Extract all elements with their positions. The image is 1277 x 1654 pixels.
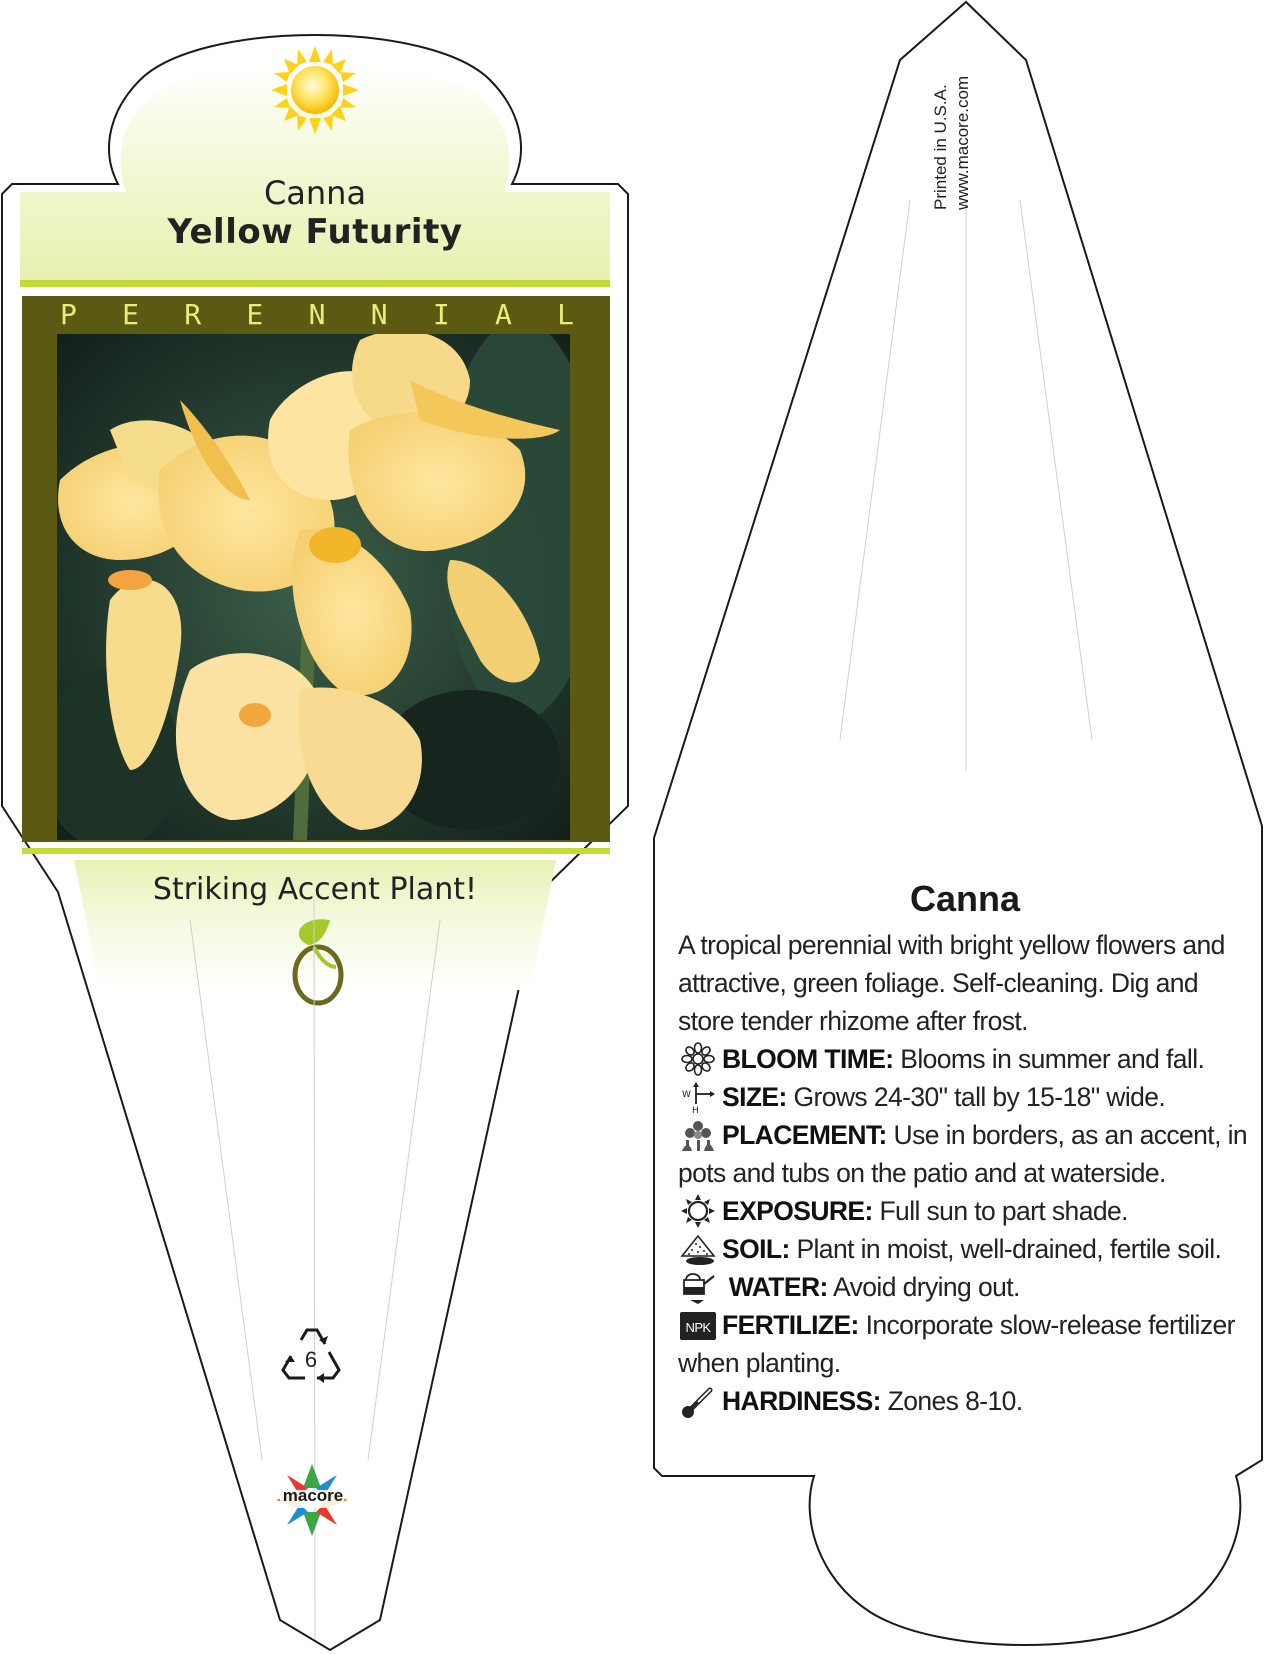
attribute-label: BLOOM TIME: bbox=[722, 1044, 894, 1074]
website-line: www.macore.com bbox=[953, 75, 972, 210]
attribute-water bbox=[678, 1268, 1248, 1306]
npk-icon bbox=[678, 1308, 718, 1342]
attribute-text: Grows 24-30" tall by 15-18" wide. bbox=[793, 1082, 1166, 1112]
size-arrows-icon bbox=[678, 1080, 718, 1114]
attribute-text: Incorporate slow-release fertilizer when planting. bbox=[678, 1310, 1235, 1378]
thermometer-icon bbox=[678, 1384, 718, 1418]
attribute-text: Use in borders, as an accent, in pots and tubs on the patio and at waterside. bbox=[678, 1120, 1248, 1188]
attribute-text: Full sun to part shade. bbox=[879, 1196, 1128, 1226]
attribute-label: SIZE: bbox=[722, 1082, 787, 1112]
canna-photo bbox=[40, 320, 600, 850]
tagline: Striking Accent Plant! bbox=[152, 872, 478, 907]
printed-line: Printed in U.S.A. bbox=[931, 84, 950, 210]
plant-variety: Yellow Futurity bbox=[167, 212, 463, 252]
description: A tropical perennial with bright yellow flowers and attractive, green foliage. Self-cleaning. Dig and store tender rhizome after frost. bbox=[678, 930, 1225, 1036]
care-info bbox=[678, 926, 1248, 1420]
category-letter: E bbox=[246, 298, 264, 331]
recycle-number: 6 bbox=[304, 1347, 318, 1372]
attribute-label: SOIL: bbox=[722, 1234, 790, 1264]
attribute-fertilize bbox=[678, 1306, 1248, 1382]
brand-name: macore bbox=[282, 1486, 344, 1505]
attribute-bloom-time bbox=[678, 1040, 1248, 1078]
npk-label: NPK bbox=[685, 1320, 711, 1335]
watering-can-icon bbox=[678, 1270, 718, 1304]
category-letter: R bbox=[184, 298, 202, 331]
category-letter: N bbox=[370, 298, 388, 331]
attribute-hardiness bbox=[678, 1382, 1248, 1420]
category-label bbox=[22, 298, 612, 334]
attribute-exposure bbox=[678, 1192, 1248, 1230]
soil-pile-icon bbox=[678, 1232, 718, 1266]
category-letter: L bbox=[557, 298, 574, 331]
plant-genus: Canna bbox=[263, 174, 367, 212]
attribute-text: Blooms in summer and fall. bbox=[900, 1044, 1205, 1074]
attribute-size bbox=[678, 1078, 1248, 1116]
category-letter: N bbox=[308, 298, 326, 331]
sun-outline-icon bbox=[678, 1194, 718, 1228]
flower-icon bbox=[678, 1042, 718, 1076]
attribute-text: Zones 8-10. bbox=[887, 1386, 1023, 1416]
printed-info bbox=[930, 76, 974, 210]
category-letter: P bbox=[60, 298, 77, 331]
attribute-text: Avoid drying out. bbox=[833, 1272, 1020, 1302]
attribute-label: PLACEMENT: bbox=[722, 1120, 887, 1150]
category-letter: I bbox=[432, 298, 450, 331]
attribute-label: HARDINESS: bbox=[722, 1386, 881, 1416]
attribute-label: FERTILIZE: bbox=[722, 1310, 859, 1340]
category-letter: A bbox=[494, 298, 512, 331]
attribute-placement bbox=[678, 1116, 1248, 1192]
svg-text:W: W bbox=[682, 1090, 691, 1100]
back-title: Canna bbox=[909, 878, 1021, 919]
attribute-soil bbox=[678, 1230, 1248, 1268]
attribute-label: WATER: bbox=[722, 1272, 828, 1302]
attribute-text: Plant in moist, well-drained, fertile soil. bbox=[796, 1234, 1222, 1264]
sun-icon bbox=[271, 46, 359, 134]
attribute-label: EXPOSURE: bbox=[722, 1196, 873, 1226]
svg-text:H: H bbox=[692, 1106, 699, 1114]
category-letter: E bbox=[122, 298, 139, 331]
plants-placement-icon bbox=[678, 1118, 718, 1152]
